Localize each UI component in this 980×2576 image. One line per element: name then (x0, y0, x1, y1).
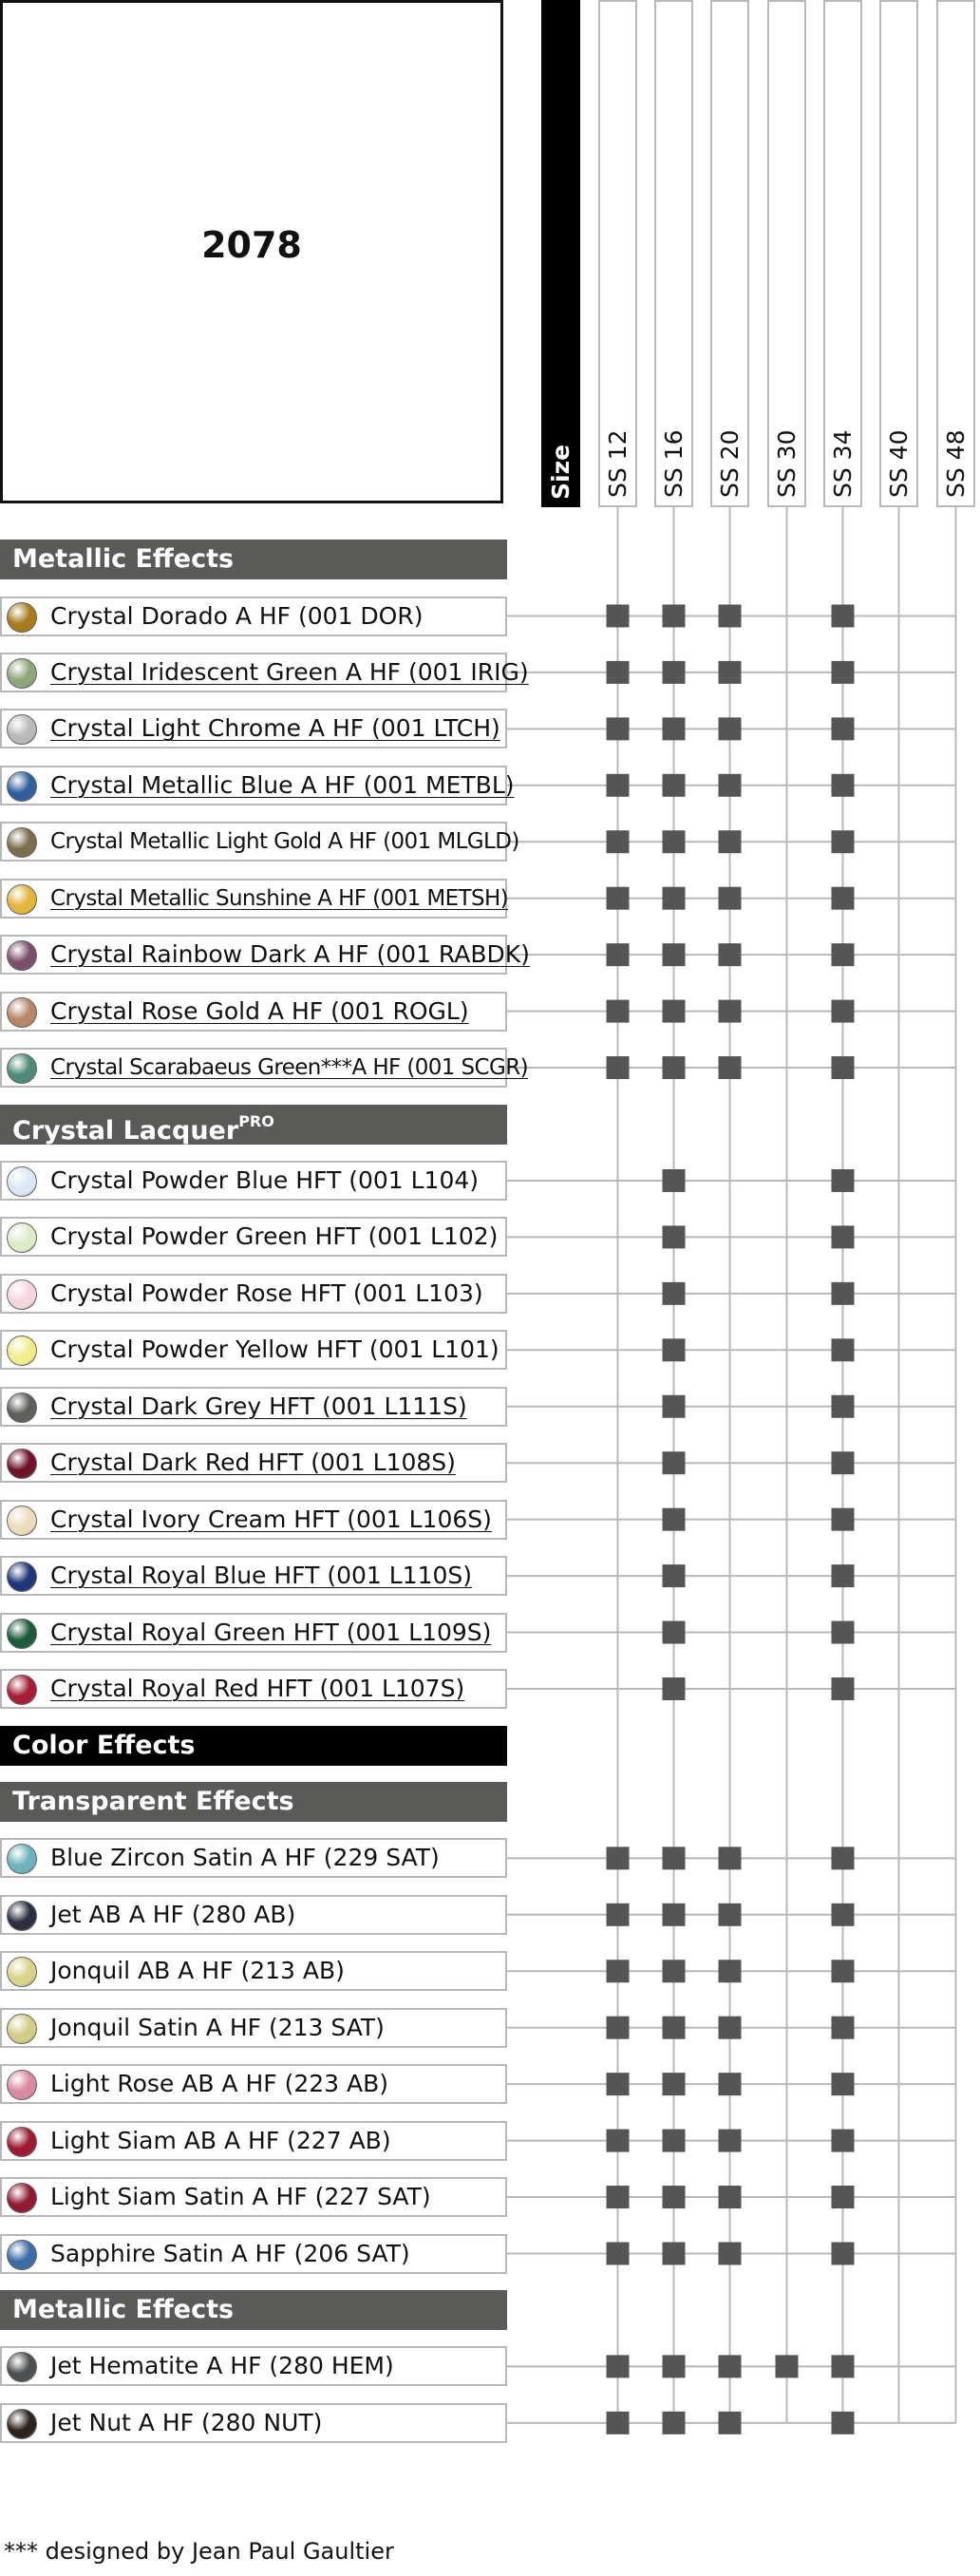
product-name: Crystal Light Chrome A HF (001 LTCH) (50, 714, 500, 743)
availability-marker (663, 2130, 686, 2152)
color-swatch-icon (7, 1506, 37, 1536)
availability-marker (663, 1451, 686, 1474)
availability-marker (607, 1000, 630, 1023)
availability-marker (607, 1847, 630, 1869)
product-row (0, 1669, 507, 1709)
product-name: Crystal Royal Red HFT (001 L107S) (50, 1675, 465, 1702)
availability-marker (719, 2017, 742, 2039)
availability-marker (663, 1508, 686, 1531)
color-swatch-icon (7, 1844, 37, 1874)
availability-marker (832, 943, 855, 966)
availability-marker (719, 2412, 742, 2434)
availability-marker (719, 887, 742, 910)
availability-marker (663, 1904, 686, 1926)
availability-marker (832, 604, 855, 627)
product-row (0, 709, 507, 748)
color-swatch-icon (7, 1222, 37, 1253)
product-name: Crystal Powder Yellow HFT (001 L101) (50, 1335, 499, 1364)
availability-marker (832, 1282, 855, 1305)
availability-marker (719, 1847, 742, 1869)
product-row (0, 1048, 528, 1088)
availability-marker (719, 1960, 742, 1982)
availability-marker (607, 2017, 630, 2039)
availability-marker (776, 2355, 799, 2377)
color-swatch-icon (7, 1619, 37, 1649)
availability-marker (607, 2186, 630, 2208)
availability-marker (832, 2073, 855, 2095)
availability-marker (719, 943, 742, 966)
availability-marker (832, 2243, 855, 2265)
product-row (0, 2234, 507, 2274)
availability-marker (832, 661, 855, 684)
color-swatch-icon (7, 1675, 37, 1705)
product-row (0, 1330, 507, 1370)
availability-marker (663, 887, 686, 910)
availability-marker (832, 1338, 855, 1361)
section-title: Transparent Effects (12, 1786, 294, 1816)
size-column-ss12 (598, 0, 637, 507)
color-swatch-icon (7, 1562, 37, 1592)
section-header (0, 540, 507, 579)
availability-marker (663, 774, 686, 797)
size-column-ss16 (654, 0, 693, 507)
availability-marker (663, 830, 686, 853)
size-column-label: SS 30 (772, 429, 801, 498)
availability-marker (607, 2412, 630, 2434)
product-name: Crystal Dark Grey HFT (001 L111S) (50, 1392, 467, 1420)
availability-marker (663, 661, 686, 684)
availability-marker (832, 1056, 855, 1079)
availability-marker (663, 2186, 686, 2208)
product-row (0, 2064, 507, 2104)
availability-marker (832, 1904, 855, 1926)
availability-marker (663, 1338, 686, 1361)
availability-marker (832, 1000, 855, 1023)
availability-marker (719, 604, 742, 627)
availability-marker (663, 1000, 686, 1023)
product-name: Crystal Ivory Cream HFT (001 L106S) (50, 1505, 492, 1533)
color-swatch-icon (7, 658, 37, 689)
availability-marker (607, 830, 630, 853)
size-column-label: SS 48 (941, 429, 970, 498)
product-name: Crystal Metallic Light Gold A HF (001 MLGLD) (50, 829, 519, 855)
product-name: Crystal Powder Blue HFT (001 L104) (50, 1166, 480, 1194)
section-header (0, 1726, 507, 1766)
availability-marker (607, 1056, 630, 1079)
section-title: Metallic Effects (12, 544, 235, 574)
availability-marker (607, 2130, 630, 2152)
color-swatch-icon (7, 1901, 37, 1931)
availability-marker (663, 1960, 686, 1982)
color-swatch-icon (7, 1053, 37, 1084)
availability-marker (832, 830, 855, 853)
section-title-superscript: PRO (238, 1111, 274, 1130)
color-swatch-icon (7, 2240, 37, 2270)
color-swatch-icon (7, 827, 37, 858)
size-header-label: Size (546, 444, 575, 500)
availability-marker (832, 2186, 855, 2208)
availability-marker (719, 1904, 742, 1926)
availability-marker (832, 1169, 855, 1192)
color-swatch-icon (7, 1279, 37, 1310)
size-column-label: SS 16 (659, 429, 688, 498)
product-name: Light Siam Satin A HF (227 SAT) (50, 2183, 431, 2211)
product-name: Jet Hematite A HF (280 HEM) (50, 2352, 394, 2380)
availability-marker (607, 774, 630, 797)
availability-marker (663, 1677, 686, 1700)
availability-marker (832, 1508, 855, 1531)
availability-marker (663, 1169, 686, 1192)
color-swatch-icon (7, 2409, 37, 2439)
size-column-label: SS 12 (603, 429, 631, 498)
availability-marker (719, 661, 742, 684)
color-swatch-icon (7, 2183, 37, 2213)
availability-marker (832, 2130, 855, 2152)
availability-marker (663, 2355, 686, 2377)
product-row (0, 2346, 507, 2386)
size-column-ss48 (936, 0, 975, 507)
availability-marker (719, 1000, 742, 1023)
availability-marker (607, 1904, 630, 1926)
color-swatch-icon (7, 2014, 37, 2044)
availability-marker (719, 830, 742, 853)
product-name: Crystal Powder Green HFT (001 L102) (50, 1222, 499, 1251)
availability-marker (719, 774, 742, 797)
section-title: Color Effects (12, 1730, 196, 1760)
size-column-ss40 (879, 0, 918, 507)
size-column-ss20 (710, 0, 749, 507)
availability-marker (607, 2243, 630, 2265)
color-swatch-icon (7, 997, 37, 1028)
product-name: Crystal Rose Gold A HF (001 ROGL) (50, 996, 469, 1025)
color-swatch-icon (7, 771, 37, 802)
availability-marker (607, 661, 630, 684)
product-name: Crystal Rainbow Dark A HF (001 RABDK) (50, 940, 530, 969)
availability-marker (663, 2073, 686, 2095)
product-row (0, 766, 515, 805)
color-swatch-icon (7, 884, 37, 915)
availability-marker (663, 943, 686, 966)
availability-marker (663, 717, 686, 740)
availability-marker (832, 1621, 855, 1644)
availability-marker (607, 2355, 630, 2377)
availability-marker (663, 2243, 686, 2265)
availability-marker (832, 1960, 855, 1982)
product-name: Crystal Scarabaeus Green***A HF (001 SCGR) (50, 1055, 528, 1081)
availability-marker (607, 1960, 630, 1982)
product-name: Crystal Dorado A HF (001 DOR) (50, 601, 424, 630)
product-row (0, 822, 519, 862)
availability-marker (832, 1395, 855, 1418)
availability-marker (607, 604, 630, 627)
availability-marker (832, 717, 855, 740)
product-name: Light Rose AB A HF (223 AB) (50, 2070, 389, 2098)
availability-marker (663, 2412, 686, 2434)
section-title: Metallic Effects (12, 2294, 235, 2324)
product-row (0, 1895, 507, 1935)
availability-marker (719, 2243, 742, 2265)
availability-marker (832, 2412, 855, 2434)
product-row (0, 1951, 507, 1991)
product-name: Jonquil Satin A HF (213 SAT) (50, 2013, 385, 2041)
availability-marker (719, 717, 742, 740)
availability-marker (832, 1225, 855, 1248)
footnote: *** designed by Jean Paul Gaultier (4, 2538, 394, 2565)
availability-marker (719, 2355, 742, 2377)
product-row (0, 2403, 507, 2443)
color-swatch-icon (7, 1166, 37, 1197)
product-name: Sapphire Satin A HF (206 SAT) (50, 2239, 410, 2267)
product-name: Crystal Royal Blue HFT (001 L110S) (50, 1562, 473, 1590)
availability-marker (663, 604, 686, 627)
color-swatch-icon (7, 2070, 37, 2100)
availability-marker (607, 887, 630, 910)
product-name: Jet Nut A HF (280 NUT) (50, 2408, 323, 2436)
product-row (0, 992, 507, 1032)
product-name: Crystal Powder Rose HFT (001 L103) (50, 1279, 483, 1307)
product-row (0, 653, 529, 692)
product-name: Crystal Metallic Blue A HF (001 METBL) (50, 770, 515, 799)
availability-marker (607, 717, 630, 740)
availability-marker (663, 1395, 686, 1418)
product-row (0, 1500, 507, 1540)
product-row (0, 1556, 507, 1596)
color-swatch-icon (7, 2127, 37, 2157)
product-row (0, 935, 530, 975)
availability-marker (607, 943, 630, 966)
section-header (0, 1782, 507, 1822)
product-name: Light Siam AB A HF (227 AB) (50, 2126, 391, 2154)
availability-marker (719, 2186, 742, 2208)
product-name: Crystal Dark Red HFT (001 L108S) (50, 1449, 456, 1477)
section-header (0, 1105, 507, 1145)
availability-marker (719, 2073, 742, 2095)
availability-marker (832, 1677, 855, 1700)
color-swatch-icon (7, 1449, 37, 1479)
product-row (0, 1387, 507, 1427)
size-column-label: SS 40 (884, 429, 913, 498)
availability-marker (663, 1621, 686, 1644)
availability-marker (832, 774, 855, 797)
product-row (0, 2177, 507, 2217)
color-swatch-icon (7, 714, 37, 745)
availability-marker (832, 1847, 855, 1869)
size-column-ss30 (767, 0, 806, 507)
availability-marker (719, 1056, 742, 1079)
product-row (0, 1161, 507, 1201)
size-column-ss34 (823, 0, 862, 507)
product-row (0, 2008, 507, 2048)
product-name: Blue Zircon Satin A HF (229 SAT) (50, 1844, 440, 1872)
color-swatch-icon (7, 940, 37, 971)
product-name: Crystal Iridescent Green A HF (001 IRIG) (50, 657, 529, 686)
availability-marker (832, 2355, 855, 2377)
product-name: Jet AB A HF (280 AB) (50, 1900, 296, 1928)
section-header (0, 2290, 507, 2330)
color-swatch-icon (7, 2352, 37, 2382)
product-row (0, 1613, 507, 1653)
product-row (0, 879, 507, 919)
availability-marker (607, 2073, 630, 2095)
product-row (0, 1443, 507, 1483)
size-column-label: SS 34 (828, 429, 857, 498)
product-name: Crystal Royal Green HFT (001 L109S) (50, 1618, 492, 1646)
product-code: 2078 (201, 224, 302, 266)
size-column-label: SS 20 (715, 429, 744, 498)
availability-marker (663, 2017, 686, 2039)
availability-marker (663, 1564, 686, 1587)
availability-marker (719, 2130, 742, 2152)
product-row (0, 597, 507, 636)
availability-marker (832, 1564, 855, 1587)
product-row (0, 2121, 507, 2161)
color-swatch-icon (7, 602, 37, 633)
availability-marker (663, 1847, 686, 1869)
product-row (0, 1838, 507, 1878)
availability-marker (663, 1225, 686, 1248)
color-swatch-icon (7, 1957, 37, 1987)
product-row (0, 1274, 507, 1314)
section-title: Crystal Lacquer (12, 1115, 239, 1146)
availability-marker (832, 887, 855, 910)
product-name: Jonquil AB A HF (213 AB) (50, 1957, 345, 1985)
color-swatch-icon (7, 1335, 37, 1366)
product-name: Crystal Metallic Sunshine A HF (001 METSH) (50, 885, 509, 911)
color-swatch-icon (7, 1392, 37, 1423)
availability-marker (663, 1056, 686, 1079)
availability-marker (832, 1451, 855, 1474)
product-row (0, 1217, 507, 1257)
availability-marker (663, 1282, 686, 1305)
availability-marker (832, 2017, 855, 2039)
